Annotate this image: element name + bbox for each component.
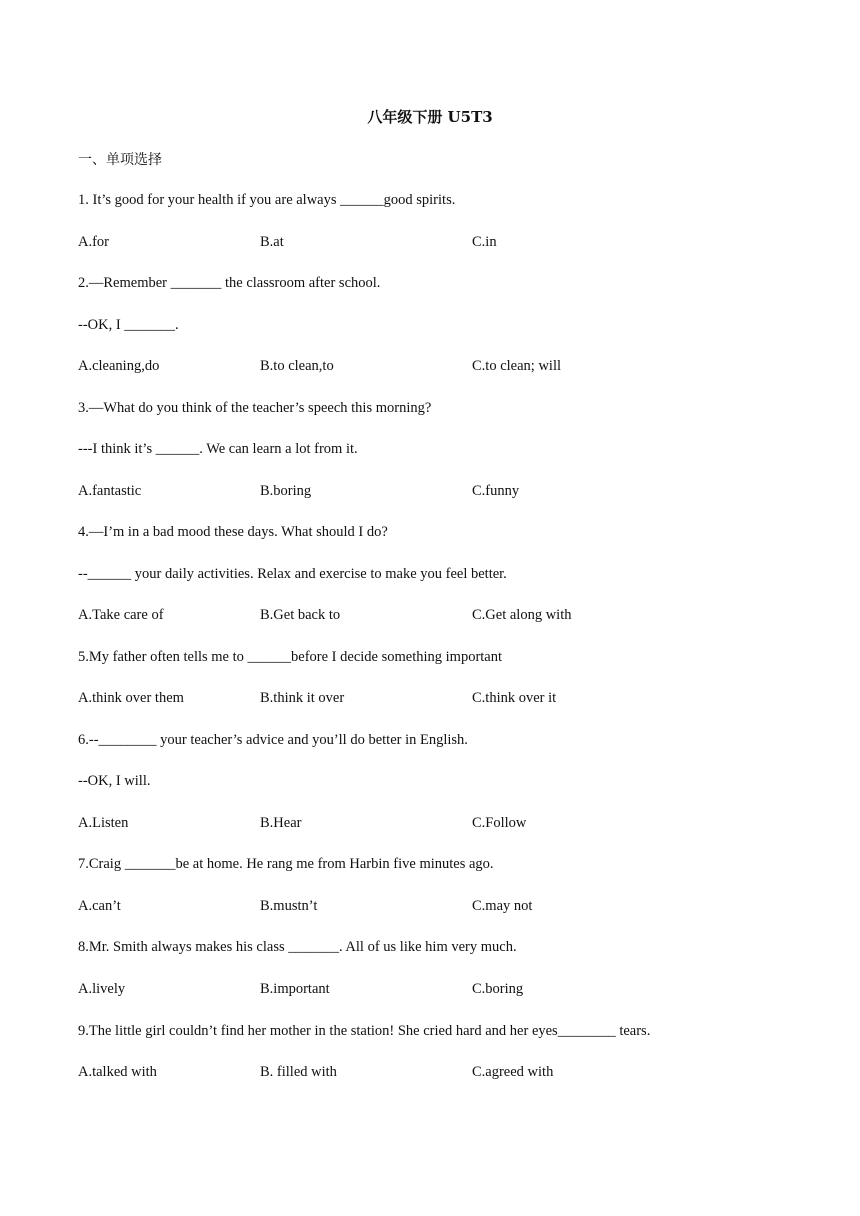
question-8-option-b: B.important [260, 981, 330, 997]
question-6-option-c: C.Follow [472, 815, 527, 831]
question-2-option-b: B.to clean,to [260, 358, 334, 374]
question-1-stem: 1. It’s good for your health if you are always ______good spirits. [78, 192, 456, 208]
question-2-option-c: C.to clean; will [472, 358, 561, 374]
question-9-option-b: B. filled with [260, 1064, 337, 1080]
question-5-stem: 5.My father often tells me to ______before I decide something important [78, 649, 503, 665]
question-4-option-a: A.Take care of [78, 607, 164, 623]
question-2-reply: --OK, I _______. [78, 317, 179, 333]
question-2-stem: 2.—Remember _______ the classroom after school. [78, 275, 381, 291]
question-5-option-b: B.think it over [260, 690, 345, 706]
question-7-option-c: C.may not [472, 898, 533, 914]
question-6-option-b: B.Hear [260, 815, 302, 831]
question-7-option-b: B.mustn’t [260, 898, 318, 914]
question-3-stem: 3.—What do you think of the teacher’s speech this morning? [78, 400, 432, 416]
question-8-option-c: C.boring [472, 981, 524, 997]
question-3-option-b: B.boring [260, 483, 312, 499]
question-7-stem: 7.Craig _______be at home. He rang me from Harbin five minutes ago. [78, 856, 494, 872]
question-9-option-c: C.agreed with [472, 1064, 554, 1080]
question-1-option-b: B.at [260, 234, 284, 250]
question-9-option-a: A.talked with [78, 1064, 157, 1080]
question-3-option-a: A.fantastic [78, 483, 142, 499]
question-5-option-c: C.think over it [472, 690, 557, 706]
question-7-option-a: A.can’t [78, 898, 121, 914]
question-2-option-a: A.cleaning,do [78, 358, 160, 374]
question-3-reply: ---I think it’s ______. We can learn a lot from it. [78, 441, 358, 457]
question-6-reply: --OK, I will. [78, 773, 151, 789]
question-6-stem: 6.--________ your teacher’s advice and you’ll do better in English. [78, 732, 468, 748]
page-title: 八年级下册 U5T3 [367, 108, 493, 126]
section-heading: 一、单项选择 [78, 152, 162, 168]
question-1-option-c: C.in [472, 234, 497, 250]
question-8-stem: 8.Mr. Smith always makes his class _______. All of us like him very much. [78, 939, 517, 955]
question-4-option-b: B.Get back to [260, 607, 341, 623]
question-4-reply: --______ your daily activities. Relax and exercise to make you feel better. [78, 566, 507, 582]
question-1-option-a: A.for [78, 234, 110, 250]
question-3-option-c: C.funny [472, 483, 520, 499]
question-8-option-a: A.lively [78, 981, 126, 997]
question-9-stem: 9.The little girl couldn’t find her mother in the station! She cried hard and her eyes________ tears. [78, 1023, 651, 1039]
question-6-option-a: A.Listen [78, 815, 129, 831]
question-4-option-c: C.Get along with [472, 607, 572, 623]
question-4-stem: 4.—I’m in a bad mood these days. What should I do? [78, 524, 388, 540]
question-5-option-a: A.think over them [78, 690, 184, 706]
